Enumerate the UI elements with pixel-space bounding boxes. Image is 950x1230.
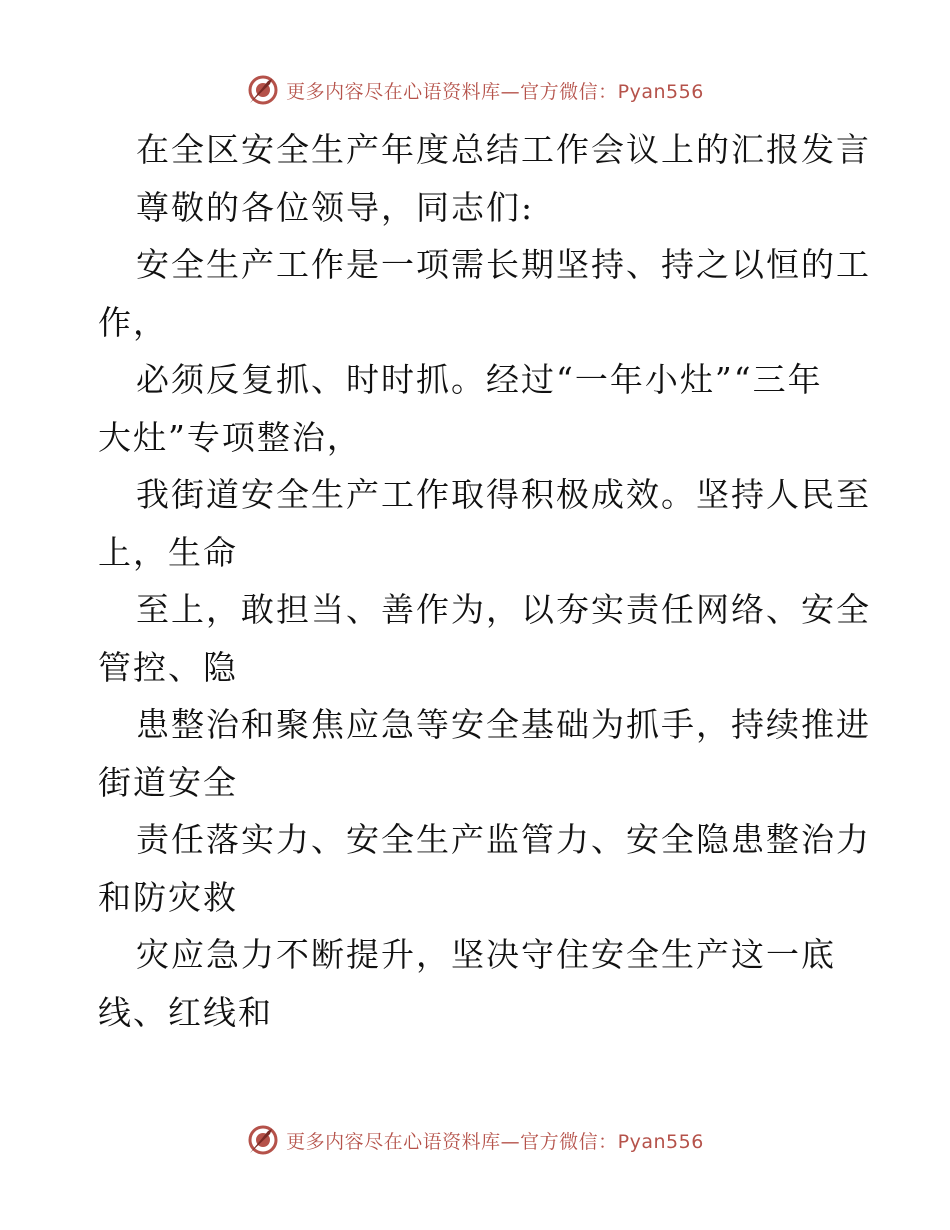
- paragraph-line: 管控、隐: [98, 647, 238, 687]
- salutation: 尊敬的各位领导，同志们:: [136, 187, 535, 227]
- document-title: 在全区安全生产年度总结工作会议上的汇报发言: [136, 130, 871, 169]
- header-banner-text: 更多内容尽在心语资料库—官方微信：Pyan556: [286, 80, 704, 103]
- header-banner: [0, 70, 950, 110]
- quill-seal-icon: [246, 73, 280, 107]
- paragraph-line: 和防灾救: [98, 877, 238, 917]
- paragraph-line: 必须反复抓、时时抓。经过“一年小灶”“三年: [136, 360, 823, 399]
- paragraph-line: 灾应急力不断提升，坚决守住安全生产这一底: [136, 935, 836, 974]
- paragraph-line: 患整治和聚焦应急等安全基础为抓手，持续推进: [136, 705, 871, 744]
- footer-banner-text: 更多内容尽在心语资料库—官方微信：Pyan556: [286, 1130, 704, 1153]
- quill-seal-icon: [246, 1123, 280, 1157]
- paragraph-line: 街道安全: [98, 762, 238, 802]
- paragraph-line: 作，: [98, 302, 168, 342]
- paragraph-line: 安全生产工作是一项需长期坚持、持之以恒的工: [136, 245, 871, 284]
- footer-banner: [0, 1120, 950, 1160]
- paragraph-line: 至上，敢担当、善作为，以夯实责任网络、安全: [136, 590, 871, 629]
- paragraph-line: 我街道安全生产工作取得积极成效。坚持人民至: [136, 475, 871, 514]
- paragraph-line: 上，生命: [98, 532, 238, 572]
- paragraph-line: 线、红线和: [98, 992, 273, 1032]
- paragraph-line: 责任落实力、安全生产监管力、安全隐患整治力: [136, 820, 871, 859]
- document-body: [98, 121, 871, 1041]
- paragraph-line: 大灶”专项整治，: [98, 417, 362, 457]
